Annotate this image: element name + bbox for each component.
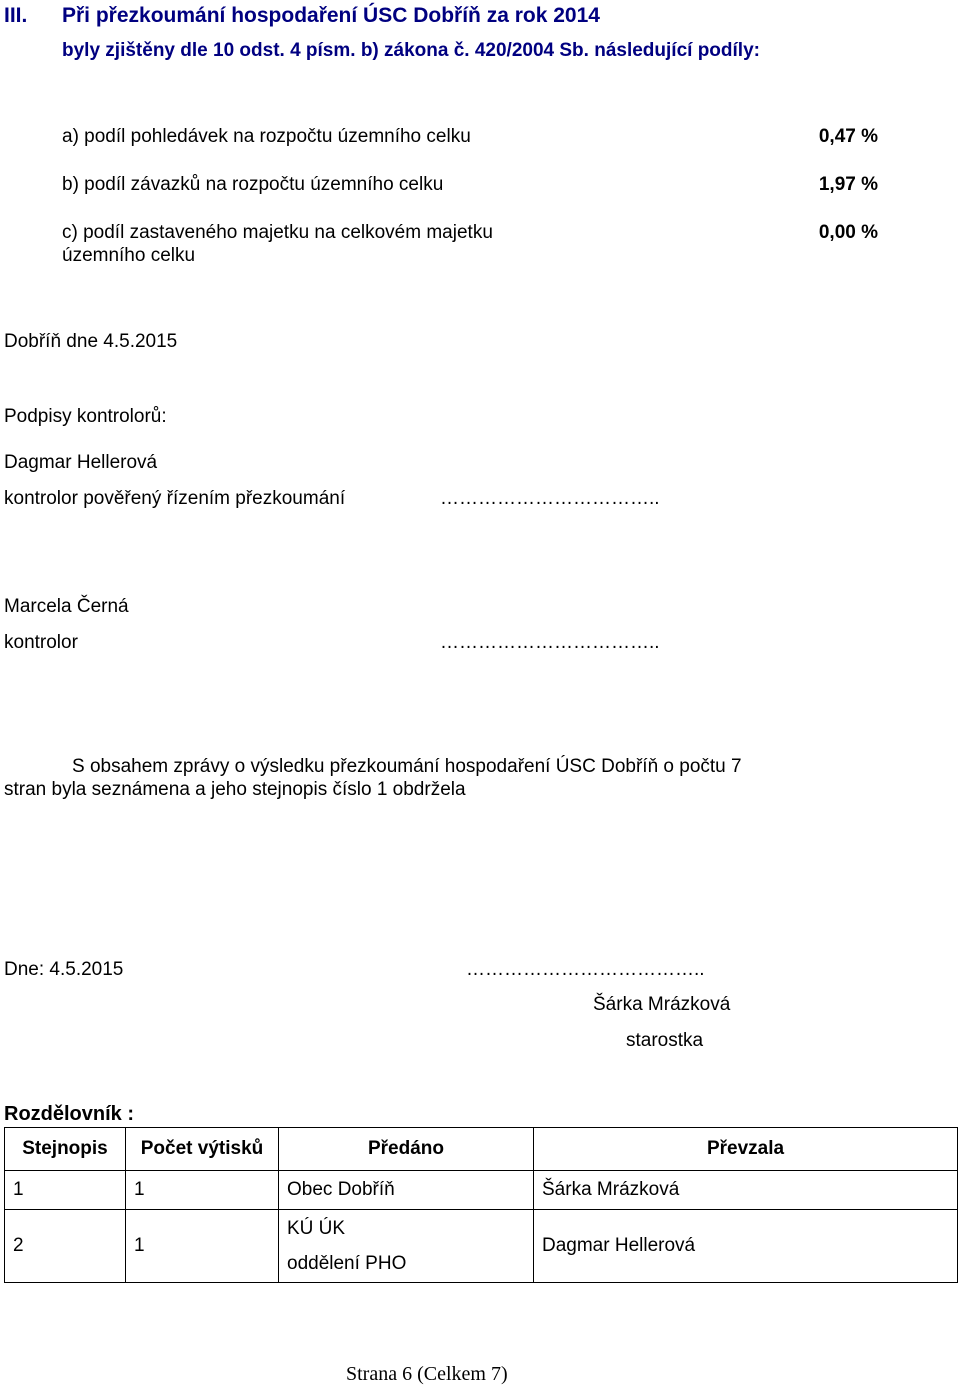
final-date: Dne: 4.5.2015	[4, 959, 124, 980]
signer-name: Šárka Mrázková	[593, 994, 731, 1015]
share-a-label: a) podíl pohledávek na rozpočtu územního celku	[62, 126, 471, 147]
share-a-value: 0,47 %	[818, 126, 878, 147]
controller1-name: Dagmar Hellerová	[4, 452, 158, 473]
date-line: Dobříň dne 4.5.2015	[4, 331, 178, 352]
controller2-role: kontrolor	[4, 632, 78, 653]
cell-received: Šárka Mrázková	[534, 1171, 958, 1210]
section-subtitle: byly zjištěny dle 10 odst. 4 písm. b) zákona č. 420/2004 Sb. následující podíly:	[62, 40, 760, 61]
header-copy: Stejnopis	[5, 1128, 126, 1171]
cell-copy: 1	[5, 1171, 126, 1210]
cell-handed-line2: oddělení PHO	[287, 1253, 407, 1274]
signatures-title: Podpisy kontrolorů:	[4, 406, 167, 427]
section-number: III.	[4, 4, 28, 27]
cell-copy: 2	[5, 1210, 126, 1283]
header-count: Počet výtisků	[126, 1128, 279, 1171]
table-row	[5, 1210, 958, 1283]
share-c-value: 0,00 %	[818, 222, 878, 243]
controller1-role: kontrolor pověřený řízením přezkoumání	[4, 488, 346, 509]
share-b-label: b) podíl závazků na rozpočtu územního celku	[62, 174, 444, 195]
signature-line-1: ……………………………..	[440, 488, 660, 509]
table-row	[5, 1171, 958, 1210]
share-c-label: c) podíl zastaveného majetku na celkovém majetku	[62, 222, 493, 243]
signature-line-3: ………………………………..	[466, 959, 705, 980]
share-c-label-continuation: územního celku	[62, 245, 196, 266]
acknowledgement-line-2: stran byla seznámena a jeho stejnopis číslo 1 obdržela	[4, 779, 466, 800]
cell-received: Dagmar Hellerová	[534, 1210, 958, 1283]
cell-handed	[279, 1210, 534, 1283]
page-footer: Strana 6 (Celkem 7)	[346, 1363, 508, 1385]
cell-handed: Obec Dobříň	[279, 1171, 534, 1210]
share-b-value: 1,97 %	[818, 174, 878, 195]
table-header-row	[5, 1128, 958, 1171]
header-handed: Předáno	[279, 1128, 534, 1171]
cell-count: 1	[126, 1210, 279, 1283]
distribution-table	[4, 1127, 958, 1283]
cell-handed-line1: KÚ ÚK	[287, 1217, 346, 1239]
header-received: Převzala	[534, 1128, 958, 1171]
distribution-title: Rozdělovník :	[4, 1103, 135, 1125]
acknowledgement-line-1: S obsahem zprávy o výsledku přezkoumání hospodaření ÚSC Dobříň o počtu 7	[72, 756, 742, 777]
signer-role: starostka	[626, 1030, 704, 1051]
controller2-name: Marcela Černá	[4, 596, 129, 617]
cell-count: 1	[126, 1171, 279, 1210]
section-title: Při přezkoumání hospodaření ÚSC Dobříň za rok 2014	[62, 4, 600, 27]
signature-line-2: ……………………………..	[440, 632, 660, 653]
